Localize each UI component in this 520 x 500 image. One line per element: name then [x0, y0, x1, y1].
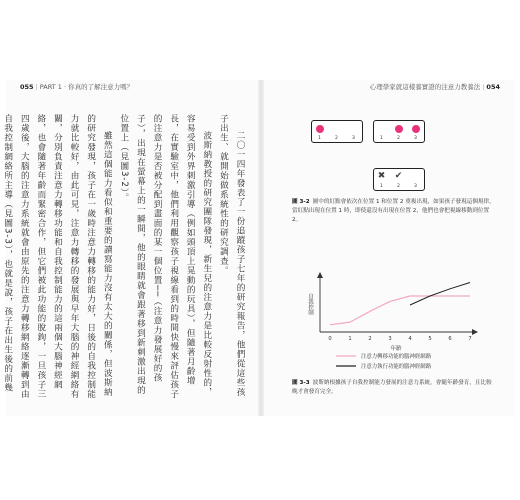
slot-label: 3 — [352, 136, 355, 141]
y-axis-arrow — [317, 272, 323, 278]
red-dot — [395, 125, 403, 133]
x-tick-label: 3 — [388, 336, 392, 342]
x-tick-label: 7 — [468, 336, 472, 342]
legend-label: 注意力執行功能的腦神經網路 — [361, 364, 432, 370]
right-page-number: 054 — [486, 83, 500, 91]
figure-3-3-chart — [286, 268, 486, 376]
x-tick-label: 5 — [428, 336, 432, 342]
slot-label: 1 — [318, 136, 321, 141]
paragraph-3: 雖然這個能力看似和重要的讀寫能力沒有太大的關係，但波斯納的研究發現，孩子在一歲時注意力轉移的能力好，日後的自我控制能力就比較好，由此可見，注意力轉移的發展與早年大腦的神經網絡有關，分別負責注意力轉移功能和自我控制能力的這兩個大腦神經網絡，也會隨著年齡而緊密合作，但它們被此功能的脫鉤，一旦孩子三四歲後，大腦的注意力系統就會由原先的注意力轉移網絡逐漸轉到由自我控制網絡所主導（見圖3-3），也就是說，孩子在出生後的前幾 — [2, 114, 113, 399]
right-running-header: 心理學家就這樣養實證的注意力教養法 | 054 — [369, 83, 500, 91]
figure-3-2-caption — [292, 198, 497, 225]
slot-1 — [314, 123, 325, 134]
figure-3-2-box-1 — [311, 120, 363, 143]
caption-label: 圖 3-2 — [292, 199, 310, 205]
caption-label: 圖 3-3 — [292, 380, 310, 386]
caption-text: 圖中的紅點會依次在位置 1 和位置 2 重複出現，如果孩子發現這個規律，當紅點出現在位置 1 時，即使還沒有出現在位置 2，他們也會把視線移動到位置 2。 — [292, 199, 495, 223]
slot-label: 2 — [397, 184, 400, 189]
y-axis-label: 自我控制 — [307, 293, 313, 315]
slot-label: 2 — [397, 136, 400, 141]
series-line-1 — [330, 296, 470, 325]
x-axis-label: 年齡 — [390, 346, 402, 352]
left-running-head-text: PART 1 · 你真的了解注意力嗎？ — [39, 83, 134, 91]
slot-2 — [393, 123, 404, 134]
paragraph-2: 波斯納教授的研究團隊發現，新生兒的注意力是比較反射性的，容易受到外界刺激引導（例如頭頂上晃動的玩具），但隨著月齡增長，在實驗室中，他們利用觀察孩子視線看到的時間快慢來評估孩子的注意力是否被分配到畫面的某一個位置──（注意力發展好的孩子），出現在螢幕上的一瞬間，他的眼睛就會跟著移到新刺激出現的位置上（見圖3-2）。 — [118, 114, 212, 399]
cross-icon: ✖ — [377, 171, 386, 181]
left-page-number: 055 — [20, 83, 34, 91]
slot-label: 1 — [380, 136, 383, 141]
figure-3-2-box-3 — [373, 168, 425, 191]
body-text-vertical — [2, 114, 248, 404]
slot-label: 3 — [414, 184, 417, 189]
x-tick-label: 4 — [408, 336, 412, 342]
slot-label: 2 — [335, 136, 338, 141]
x-tick-label: 2 — [368, 336, 372, 342]
legend-label: 注意力轉移功能的腦神經網路 — [361, 354, 432, 360]
slot-label: 3 — [414, 136, 417, 141]
slot-3 — [410, 123, 421, 134]
figure-3-3-caption — [292, 379, 492, 397]
red-dot — [412, 125, 420, 133]
series-line-2 — [410, 283, 470, 306]
x-axis-arrow — [472, 329, 478, 335]
paragraph-1: 二〇一四年發表了一份追蹤孩子七年的研究報告，他們從這些孩子出生、就開始做系統性的研究調查。 — [218, 114, 245, 398]
slot-label: 1 — [380, 184, 383, 189]
left-running-header: 055 | PART 1 · 你真的了解注意力嗎？ — [20, 83, 134, 91]
x-tick-label: 0 — [328, 336, 332, 342]
caption-text: 波斯納根據孩子自我控制能力發展的注意力系統，會隨年齡發育，且比較晚才會發育完全。 — [292, 380, 492, 395]
x-tick-label: 6 — [448, 336, 452, 342]
figure-3-2-box-2 — [373, 120, 425, 143]
x-tick-label: 1 — [348, 336, 352, 342]
right-running-head-text: 心理學家就這樣養實證的注意力教養法 — [369, 83, 481, 91]
check-icon: ✔ — [394, 171, 403, 181]
page-gutter — [258, 80, 264, 416]
red-dot — [316, 125, 324, 133]
